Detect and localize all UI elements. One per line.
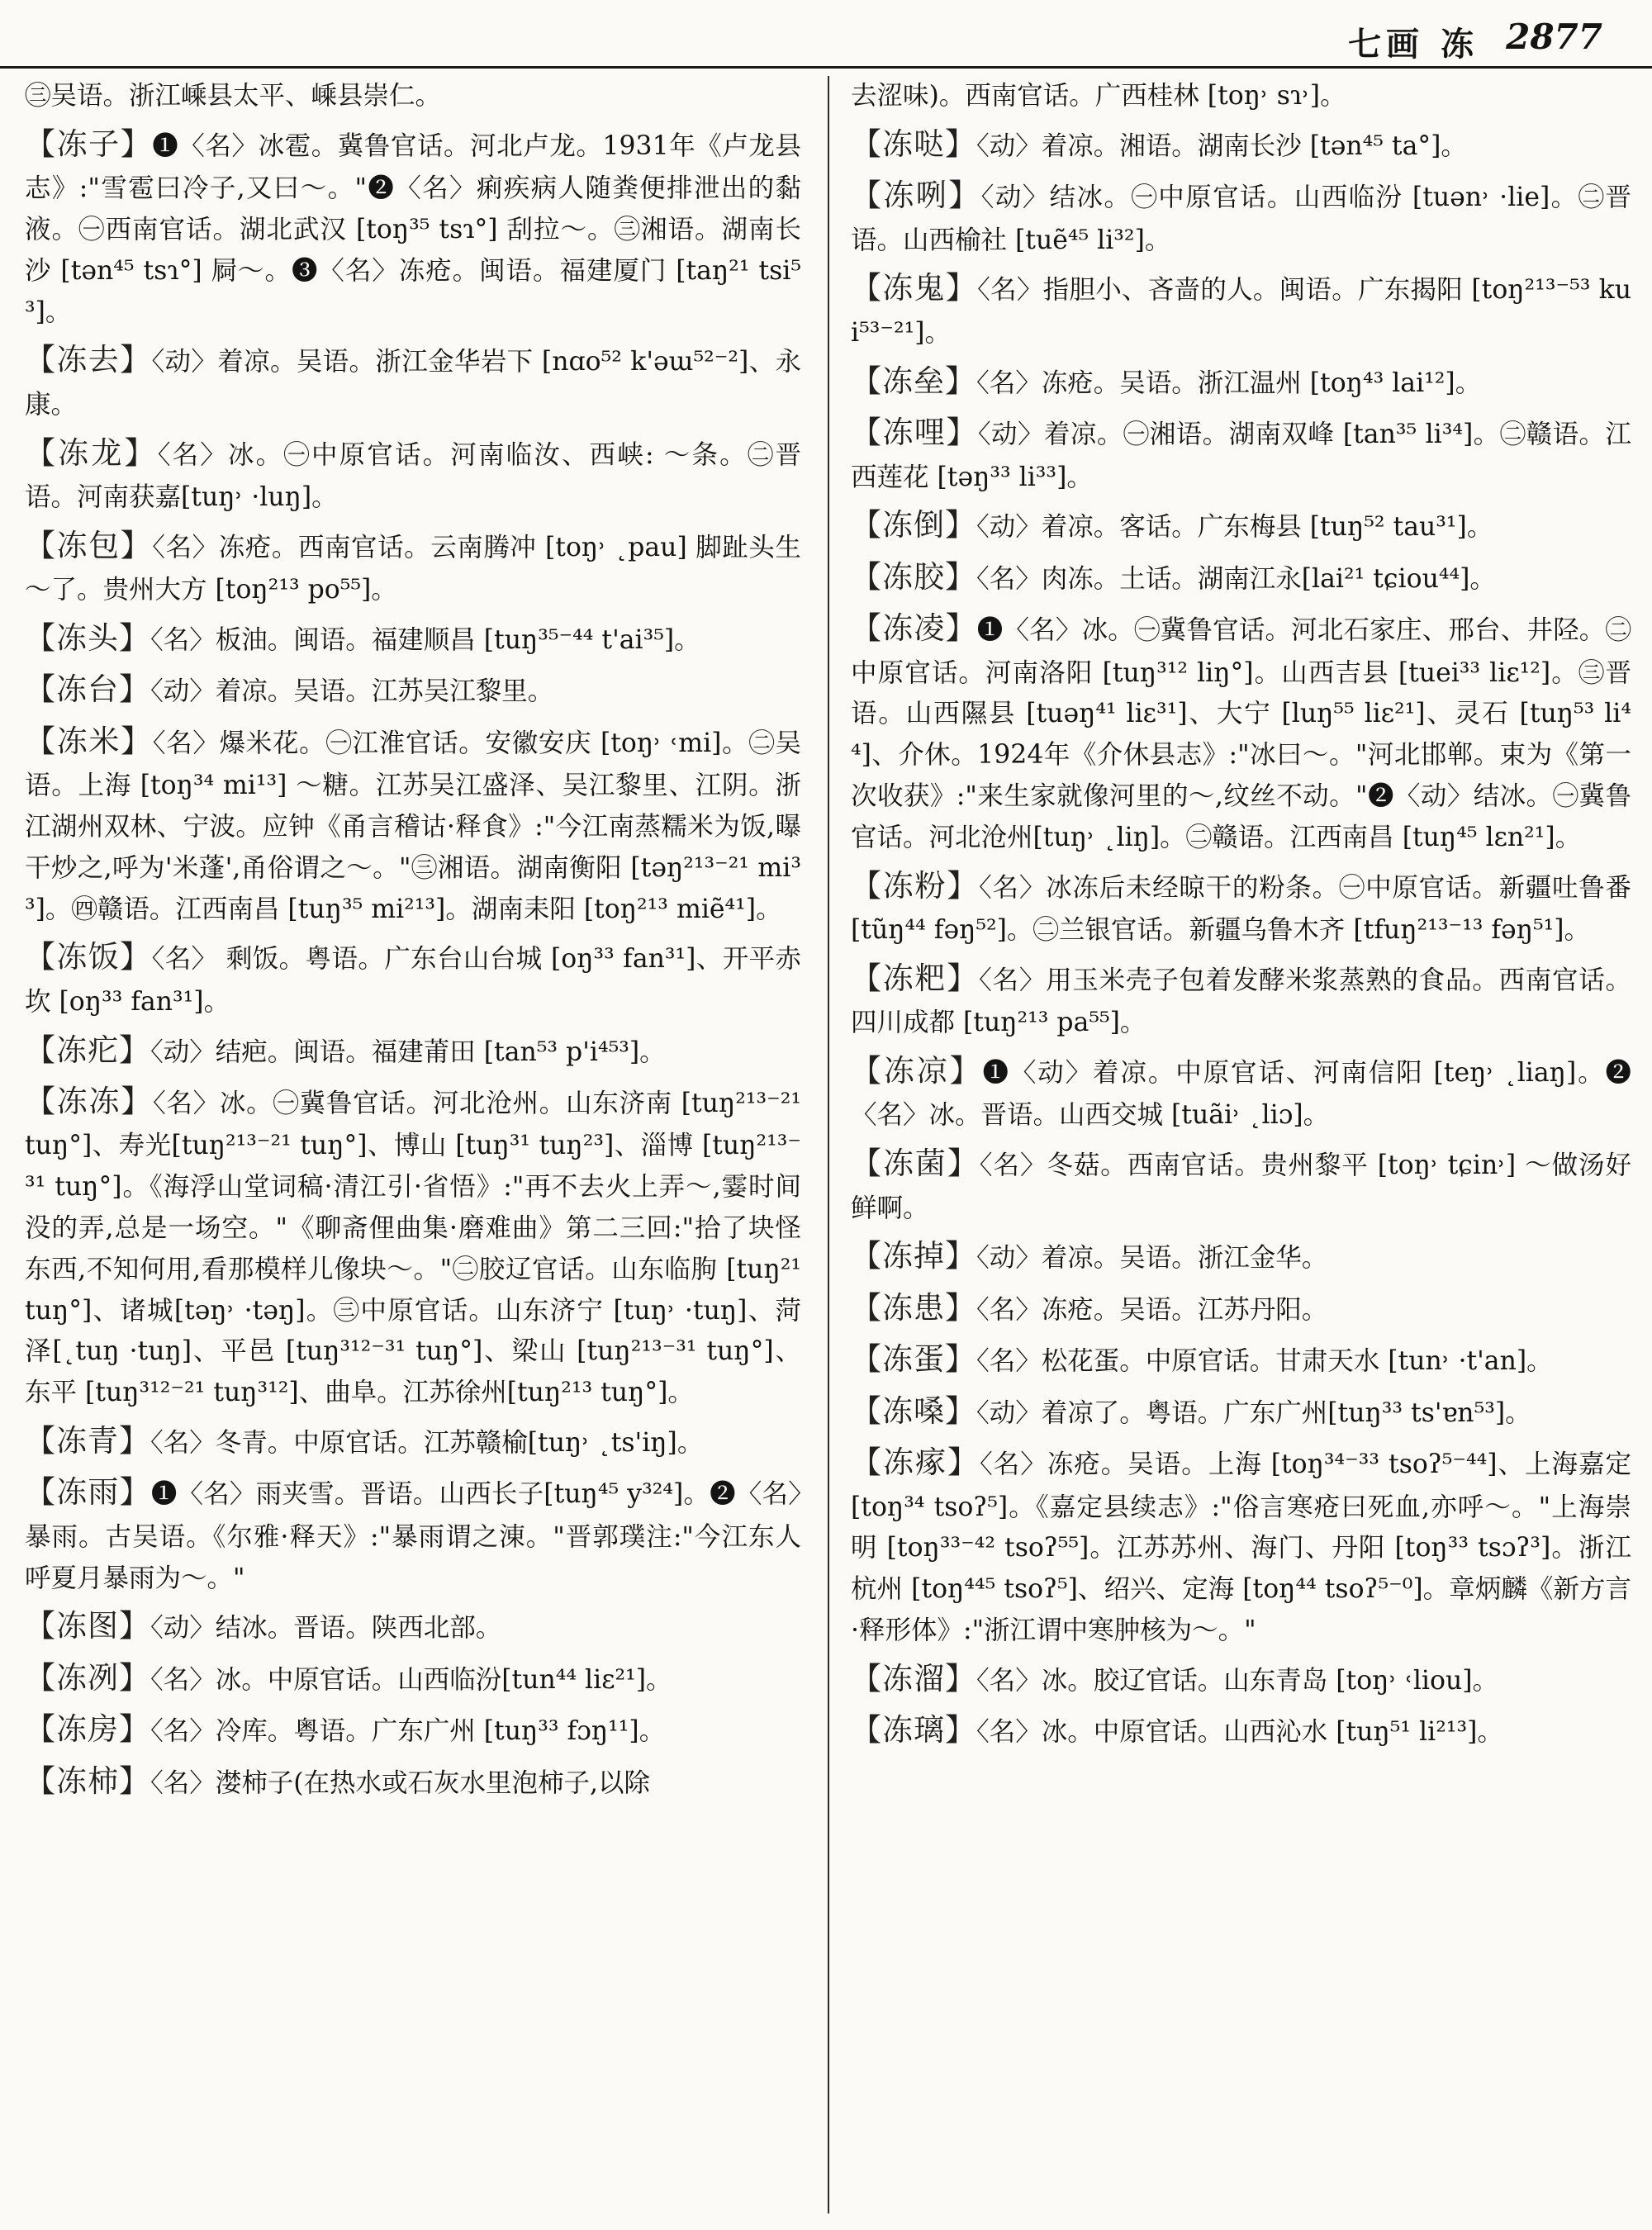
entry-definition: 〈动〉着凉。客话。广东梅县 [tuŋ⁵² tau³¹]。 xyxy=(976,512,1493,543)
entry-headword: 【冻掉】 xyxy=(851,1238,976,1274)
dictionary-entry xyxy=(851,358,1631,406)
entry-headword: 【冻胶】 xyxy=(851,558,976,595)
dictionary-entry xyxy=(851,121,1631,168)
entry-definition: 〈名〉 剩饭。粤语。广东台山台城 [oŋ³³ fan³¹]、开平赤坎 [oŋ³³ fan³¹]。 xyxy=(25,944,801,1017)
dictionary-entry xyxy=(851,1388,1631,1435)
entry-headword: 【冻瘃】 xyxy=(851,1445,980,1481)
dictionary-entry xyxy=(851,955,1631,1044)
entry-headword: 【冻冽】 xyxy=(25,1659,150,1696)
entry-headword: 【冻包】 xyxy=(25,527,153,563)
entry-definition: 〈名〉冻疮。吴语。浙江温州 [toŋ⁴³ lai¹²]。 xyxy=(976,368,1482,398)
dictionary-entry xyxy=(25,121,801,334)
entry-definition: 〈名〉肉冻。土话。湖南江永[lai²¹ tɕiou⁴⁴]。 xyxy=(976,563,1496,594)
entry-headword: 【冻倒】 xyxy=(851,507,976,543)
dictionary-entry xyxy=(851,1140,1631,1229)
dictionary-entry xyxy=(851,1655,1631,1703)
entry-headword: 【冻粉】 xyxy=(851,867,980,904)
entry-headword: 【冻哩】 xyxy=(851,415,978,451)
entry-headword: 【冻子】 xyxy=(25,126,153,162)
dictionary-entry xyxy=(851,862,1631,951)
entry-definition: 〈名〉冻疮。吴语。江苏丹阳。 xyxy=(976,1294,1328,1325)
entry-definition: ❶〈名〉冰。㊀冀鲁官话。河北石家庄、邢台、井陉。㊁中原官话。河南洛阳 [tuŋ³¹² liŋ°]。山西吉县 [tuei³³ liɛ¹²]。㊂晋语。山西隰县 [tuəŋ⁴¹ liɛ³¹]、大宁 [luŋ⁵⁵ liɛ²¹]、灵石 [tuŋ⁵³ li⁴⁴]、介休。1924年《介休县志》:"冰曰～。"河北邯郸。束为《第一次收获》:"来生家就像河里的～,纹丝不动。"❷〈动〉结冰。㊀冀鲁官话。河北沧州[tuŋ˒ ˛liŋ]。㊁赣语。江西南昌 [tuŋ⁴⁵ lɛn²¹]。 xyxy=(851,615,1631,852)
entry-definition: 〈名〉指胆小、吝啬的人。闽语。广东揭阳 [toŋ²¹³⁻⁵³ kui⁵³⁻²¹]。 xyxy=(851,275,1631,348)
entry-headword: 【冻凌】 xyxy=(851,610,977,647)
dictionary-entry xyxy=(25,429,801,519)
dictionary-entry xyxy=(851,1706,1631,1754)
entry-headword: 【冻溜】 xyxy=(851,1660,976,1696)
entry-headword: 【冻垒】 xyxy=(851,363,976,399)
entry-definition: 〈动〉着凉。㊀湘语。湖南双峰 [tan³⁵ li³⁴]。㊁赣语。江西莲花 [təŋ³³ li³³]。 xyxy=(851,420,1631,492)
dictionary-entry xyxy=(851,605,1631,858)
entry-headword: 【冻哒】 xyxy=(851,126,976,162)
dictionary-entry xyxy=(25,1654,801,1702)
entry-headword: 【冻患】 xyxy=(851,1289,976,1326)
entry-headword: 【冻蛋】 xyxy=(851,1341,976,1378)
entry-definition: 〈名〉冬菇。西南官话。贵州黎平 [toŋ˒ tɕin˒] ～做汤好鲜啊。 xyxy=(851,1151,1631,1223)
continuation-text: 去涩味)。西南官话。广西桂林 [toŋ˒ sɿ˒]。 xyxy=(851,81,1346,111)
entry-definition: 〈动〉结冰。㊀中原官话。山西临汾 [tuən˒ ·lie]。㊁晋语。山西榆社 [tuẽ⁴⁵ li³²]。 xyxy=(851,183,1631,255)
entry-list xyxy=(851,121,1631,1755)
entry-definition: 〈名〉板油。闽语。福建顺昌 [tuŋ³⁵⁻⁴⁴ t'ai³⁵]。 xyxy=(150,624,700,655)
entry-list xyxy=(25,121,801,1805)
entry-definition: 〈动〉结冰。晋语。陕西北部。 xyxy=(150,1613,502,1644)
entry-definition: 〈名〉冰。㊀中原官话。河南临汝、西峡: ～条。㊁晋语。河南获嘉[tuŋ˒ ·luŋ]。 xyxy=(25,439,801,512)
dictionary-entry xyxy=(851,553,1631,601)
entry-headword: 【冻房】 xyxy=(25,1711,150,1748)
dictionary-entry xyxy=(25,933,801,1022)
continuation-text: ㊂吴语。浙江嵊县太平、嵊县崇仁。 xyxy=(25,81,442,111)
entry-definition: 〈动〉着凉。湘语。湖南长沙 [tən⁴⁵ ta°]。 xyxy=(976,130,1467,161)
dictionary-entry xyxy=(851,1047,1631,1136)
dictionary-entry xyxy=(25,1417,801,1465)
entry-headword: 【冻柿】 xyxy=(25,1763,150,1799)
entry-headword: 【冻米】 xyxy=(25,723,153,759)
entry-definition: 〈动〉着凉。吴语。浙江金华。 xyxy=(976,1243,1328,1274)
entry-headword: 【冻凉】 xyxy=(851,1052,983,1089)
entry-headword: 【冻璃】 xyxy=(851,1712,976,1748)
left-column xyxy=(25,76,801,2222)
column-divider xyxy=(828,76,829,2213)
entry-headword: 【冻去】 xyxy=(25,342,152,378)
dictionary-entry xyxy=(25,1027,801,1075)
entry-definition: 〈名〉松花蛋。中原官话。甘肃天水 [tun˒ ·t'an]。 xyxy=(976,1346,1553,1377)
entry-definition: 〈动〉着凉。吴语。江苏吴江黎里。 xyxy=(150,676,554,707)
entry-definition: 〈名〉漤柿子(在热水或石灰水里泡柿子,以除 xyxy=(150,1767,651,1798)
dictionary-entry xyxy=(25,666,801,714)
dictionary-entry xyxy=(851,409,1631,498)
entry-definition: 〈名〉冰。中原官话。山西临汾[tun⁴⁴ liɛ²¹]。 xyxy=(150,1664,672,1695)
entry-definition: 〈名〉用玉米壳子包着发酵米浆蒸熟的食品。西南官话。四川成都 [tuŋ²¹³ pa⁵⁵]。 xyxy=(851,965,1631,1038)
dictionary-entry xyxy=(25,1602,801,1650)
entry-definition: 〈名〉冻疮。吴语。上海 [toŋ³⁴⁻³³ tsoʔ⁵⁻⁴⁴]、上海嘉定 [toŋ³⁴ tsoʔ⁵]。《嘉定县续志》:"俗言寒疮曰死血,亦呼～。"上海崇明 [toŋ³³⁻⁴² tsoʔ⁵⁵]。江苏苏州、海门、丹阳 [toŋ³³ tsɔʔ³]。浙江杭州 [toŋ⁴⁴⁵ tsoʔ⁵]、绍兴、定海 [toŋ⁴⁴ tsoʔ⁵⁻⁰]。章炳麟《新方言·释形体》:"浙江谓中寒肿核为～。" xyxy=(851,1450,1631,1645)
section-title: 七画 冻 xyxy=(1348,25,1479,64)
page-number: 2877 xyxy=(1506,17,1602,57)
dictionary-entry xyxy=(851,1336,1631,1383)
entry-headword: 【冻龙】 xyxy=(25,434,158,471)
dictionary-entry xyxy=(25,718,801,931)
entry-headword: 【冻咧】 xyxy=(851,178,981,214)
dictionary-entry xyxy=(25,1078,801,1414)
entry-headword: 【冻菌】 xyxy=(851,1146,980,1182)
entry-definition: 〈名〉冻疮。西南官话。云南腾冲 [toŋ˒ ˛pau] 脚趾头生～了。贵州大方 [toŋ²¹³ po⁵⁵]。 xyxy=(25,532,801,605)
entry-headword: 【冻头】 xyxy=(25,619,150,656)
dictionary-entry xyxy=(25,522,801,611)
entry-headword: 【冻粑】 xyxy=(851,960,980,996)
entry-definition: 〈名〉爆米花。㊀江淮官话。安徽安庆 [toŋ˒ ˓mi]。㊁吴语。上海 [toŋ³⁴ mi¹³] ～糖。江苏吴江盛泽、吴江黎里、江阴。浙江湖州双林、宁波。应钟《甬言稽诂·释食》:"今江南蒸糯米为饭,曝干炒之,呼为'米蓬',甬俗谓之～。"㊂湘语。湖南衡阳 [təŋ²¹³⁻²¹ mi³³]。㊃赣语。江西南昌 [tuŋ³⁵ mi²¹³]。湖南耒阳 [toŋ²¹³ miẽ⁴¹]。 xyxy=(25,728,801,924)
dictionary-entry xyxy=(25,336,801,425)
dictionary-entry xyxy=(25,1468,801,1599)
entry-headword: 【冻青】 xyxy=(25,1422,150,1459)
dictionary-entry xyxy=(851,172,1631,261)
entry-headword: 【冻雨】 xyxy=(25,1474,151,1511)
dictionary-entry xyxy=(851,501,1631,549)
entry-definition: 〈名〉冰。㊀冀鲁官话。河北沧州。山东济南 [tuŋ²¹³⁻²¹ tuŋ°]、寿光[tuŋ²¹³⁻²¹ tuŋ°]、博山 [tuŋ³¹ tuŋ²³]、淄博 [tuŋ²¹³⁻³¹ tuŋ°]。《海浮山堂词稿·清江引·省悟》:"再不去火上弄～,霎时间没的弄,总是一场空。"《聊斋俚曲集·磨难曲》第二三回:"拾了块怪东西,不知何用,看那模样儿像块～。"㊁胶辽官话。山东临朐 [tuŋ²¹ tuŋ°]、诸城[təŋ˒ ·təŋ]。㊂中原官话。山东济宁 [tuŋ˒ ·tuŋ]、菏泽[˛tuŋ ·tuŋ]、平邑 [tuŋ³¹²⁻³¹ tuŋ°]、梁山 [tuŋ²¹³⁻³¹ tuŋ°]、东平 [tuŋ³¹²⁻²¹ tuŋ³¹²]、曲阜。江苏徐州[tuŋ²¹³ tuŋ°]。 xyxy=(25,1089,801,1408)
entry-definition: 〈动〉结疤。闽语。福建莆田 [tan⁵³ p'i⁴⁵³]。 xyxy=(150,1037,666,1067)
entry-definition: 〈动〉着凉了。粤语。广东广州[tuŋ³³ ts'ɐn⁵³]。 xyxy=(976,1397,1531,1428)
entry-definition: ❶〈动〉着凉。中原官话、河南信阳 [teŋ˒ ˛liaŋ]。❷〈名〉冰。晋语。山西交城 [tuãi˒ ˛liɔ]。 xyxy=(851,1057,1631,1131)
entry-headword: 【冻冻】 xyxy=(25,1084,153,1120)
dictionary-entry xyxy=(851,1284,1631,1332)
dictionary-entry xyxy=(25,1706,801,1753)
dictionary-entry xyxy=(851,1232,1631,1280)
entry-definition: 〈名〉冰。中原官话。山西沁水 [tuŋ⁵¹ li²¹³]。 xyxy=(976,1717,1503,1748)
entry-headword: 【冻图】 xyxy=(25,1608,150,1644)
entry-definition: 〈名〉冰。胶辽官话。山东青岛 [toŋ˒ ˓liou]。 xyxy=(976,1665,1499,1696)
entry-definition: 〈名〉冬青。中原官话。江苏赣榆[tuŋ˒ ˛ts'iŋ]。 xyxy=(150,1427,704,1458)
dictionary-entry xyxy=(851,1439,1631,1652)
running-header xyxy=(0,0,1652,69)
entry-definition: 〈名〉冰冻后未经晾干的粉条。㊀中原官话。新疆吐鲁番 [tũŋ⁴⁴ fəŋ⁵²]。㊁兰银官话。新疆乌鲁木齐 [tfuŋ²¹³⁻¹³ fəŋ⁵¹]。 xyxy=(851,872,1631,945)
dictionary-entry xyxy=(25,1758,801,1805)
entry-headword: 【冻嗓】 xyxy=(851,1393,976,1429)
dictionary-entry xyxy=(851,264,1631,353)
right-column xyxy=(851,76,1631,2222)
entry-definition: ❶〈名〉雨夹雪。晋语。山西长子[tuŋ⁴⁵ y³²⁴]。❷〈名〉暴雨。古吴语。《尔雅·释天》:"暴雨谓之涷。"晋郭璞注:"今江东人呼夏月暴雨为～。" xyxy=(25,1479,801,1593)
entry-headword: 【冻疕】 xyxy=(25,1032,150,1068)
entry-headword: 【冻饭】 xyxy=(25,939,152,975)
entry-headword: 【冻鬼】 xyxy=(851,270,978,306)
entry-headword: 【冻台】 xyxy=(25,671,150,708)
dictionary-entry xyxy=(25,614,801,662)
entry-definition: ❶〈名〉冰雹。冀鲁官话。河北卢龙。1931年《卢龙县志》:"雪雹曰冷子,又曰～。"❷〈名〉痢疾病人随粪便排泄出的黏液。㊀西南官话。湖北武汉 [toŋ³⁵ tsɿ°] 刮拉～。㊂湘语。湖南长沙 [tən⁴⁵ tsɿ°] 屙～。❸〈名〉冻疮。闽语。福建厦门 [taŋ²¹ tsi⁵³]。 xyxy=(25,130,801,327)
entry-definition: 〈名〉冷库。粤语。广东广州 [tuŋ³³ fɔŋ¹¹]。 xyxy=(150,1716,666,1747)
entry-definition: 〈动〉着凉。吴语。浙江金华岩下 [nɑo⁵² k'əɯ⁵²⁻²]、永康。 xyxy=(25,347,801,420)
